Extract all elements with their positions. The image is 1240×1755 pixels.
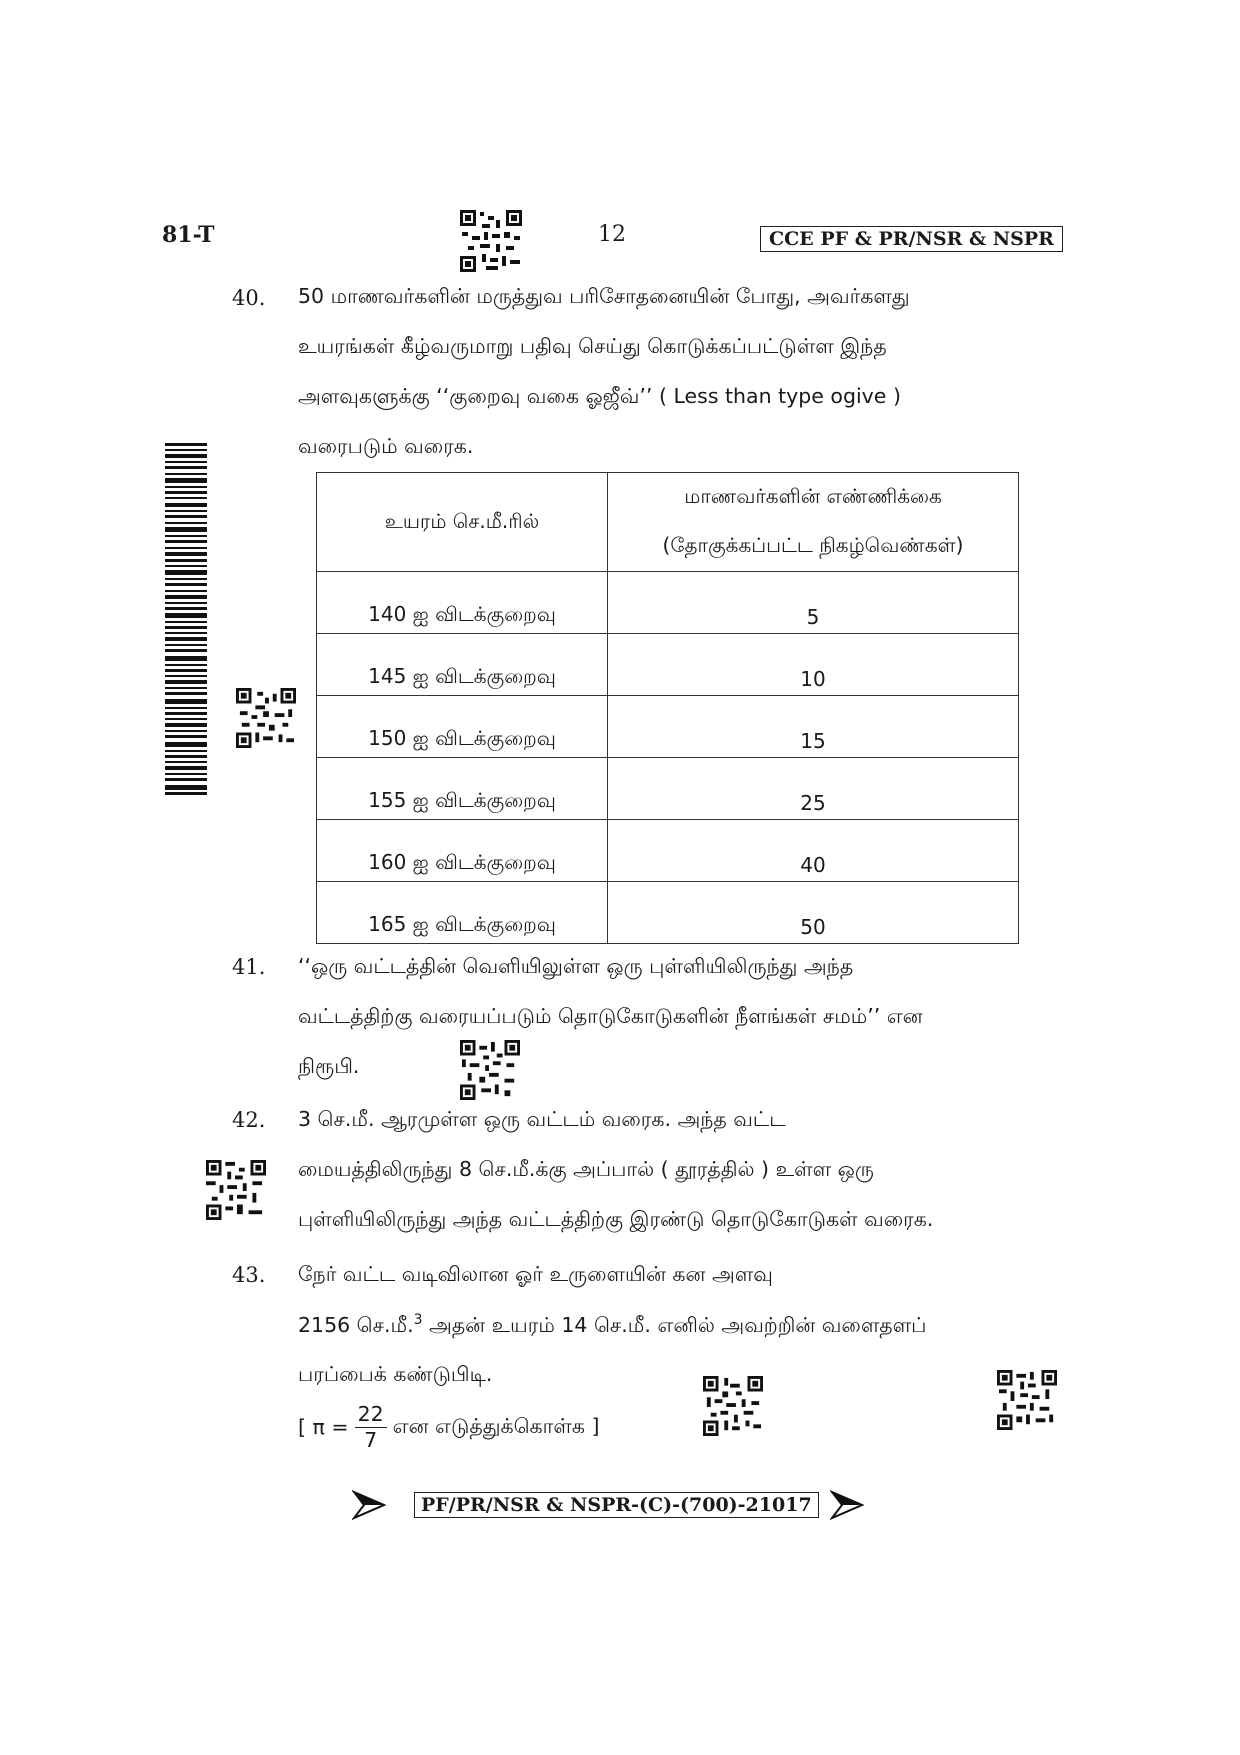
q41-line-3: நிரூபி.	[298, 1054, 360, 1078]
qr-code-icon	[460, 210, 522, 276]
paper-code: 81-T	[162, 222, 215, 248]
barcode-icon	[165, 443, 207, 799]
volume-value: 2156 செ.மீ.	[298, 1312, 414, 1337]
qr-code-icon	[236, 688, 296, 752]
pi-numerator: 22	[355, 1402, 387, 1428]
q43-line-2-rest: அதன் உயரம் 14 செ.மீ. எனில் அவற்றின் வளைதளப்	[422, 1312, 927, 1337]
table-row	[317, 758, 1019, 820]
q40-line-2: உயரங்கள் கீழ்வருமாறு பதிவு செய்து கொடுக்கப்பட்டுள்ள இந்த	[298, 334, 887, 358]
q40-line-1: 50 மாணவர்களின் மருத்துவ பரிசோதனையின் போது, அவர்களது	[298, 284, 910, 308]
table-row	[317, 820, 1019, 882]
q42-line-3: புள்ளியிலிருந்து அந்த வட்டத்திற்கு இரண்டு தொடுகோடுகள் வரைக.	[298, 1207, 934, 1231]
volume-exponent: 3	[413, 1312, 423, 1328]
table-header-height	[317, 473, 608, 572]
q42-line-2: மையத்திலிருந்து 8 செ.மீ.க்கு அப்பால் ( தூரத்தில் ) உள்ள ஒரு	[298, 1157, 874, 1181]
row-count: 10	[608, 634, 1019, 696]
q40-line-3: அளவுகளுக்கு ‘‘குறைவு வகை ஓஜீவ்’’ ( Less than type ogive )	[298, 384, 901, 408]
pi-suffix: என எடுத்துக்கொள்க ]	[392, 1413, 600, 1438]
q43-number: 43.	[232, 1263, 266, 1287]
page-number: 12	[598, 222, 626, 247]
qr-code-icon	[460, 1040, 520, 1104]
row-count: 50	[608, 882, 1019, 944]
table-header-row	[317, 473, 1019, 572]
qr-code-icon	[703, 1376, 763, 1440]
q41-line-1: ‘‘ஒரு வட்டத்தின் வெளியிலுள்ள ஒரு புள்ளியிலிருந்து அந்த	[298, 954, 854, 978]
row-count: 40	[608, 820, 1019, 882]
row-height: 155 ஐ விடக்குறைவு	[317, 758, 608, 820]
row-height: 160 ஐ விடக்குறைவு	[317, 820, 608, 882]
table-row	[317, 634, 1019, 696]
arrow-right-icon	[352, 1490, 386, 1524]
row-count: 5	[608, 572, 1019, 634]
q40-line-4: வரைபடும் வரைக.	[298, 434, 474, 458]
footer-code-box: PF/PR/NSR & NSPR-(C)-(700)-21017	[414, 1492, 819, 1518]
exam-code-box: CCE PF & PR/NSR & NSPR	[760, 226, 1063, 252]
arrow-right-icon	[830, 1490, 864, 1524]
table-row	[317, 572, 1019, 634]
row-height: 150 ஐ விடக்குறைவு	[317, 696, 608, 758]
q41-line-2: வட்டத்திற்கு வரையப்படும் தொடுகோடுகளின் நீளங்கள் சமம்’’ என	[298, 1004, 923, 1028]
header-height-label: உயரம் செ.மீ.ரில்	[384, 508, 540, 533]
qr-code-icon	[206, 1160, 266, 1224]
q41-number: 41.	[232, 955, 266, 979]
row-height: 145 ஐ விடக்குறைவு	[317, 634, 608, 696]
q40-number: 40.	[232, 286, 266, 310]
row-height: 140 ஐ விடக்குறைவு	[317, 572, 608, 634]
q43-line-3: பரப்பைக் கண்டுபிடி.	[298, 1362, 493, 1386]
pi-fraction	[355, 1402, 387, 1452]
pi-denominator: 7	[364, 1427, 378, 1452]
header-count-label: மாணவர்களின் எண்ணிக்கை	[684, 484, 942, 508]
row-height: 165 ஐ விடக்குறைவு	[317, 882, 608, 944]
table-row	[317, 696, 1019, 758]
header-count-sublabel: (தோகுக்கப்பட்ட நிகழ்வெண்கள்)	[662, 533, 964, 557]
row-count: 15	[608, 696, 1019, 758]
q42-line-1: 3 செ.மீ. ஆரமுள்ள ஒரு வட்டம் வரைக. அந்த வட்ட	[298, 1107, 786, 1131]
pi-hint	[298, 1402, 600, 1452]
qr-code-icon	[997, 1370, 1057, 1434]
q42-number: 42.	[232, 1108, 266, 1132]
table-header-count	[608, 473, 1019, 572]
table-row	[317, 882, 1019, 944]
q43-line-1: நேர் வட்ட வடிவிலான ஓர் உருளையின் கன அளவு	[298, 1262, 773, 1286]
q43-line-2	[298, 1312, 926, 1340]
height-frequency-table	[316, 472, 1019, 944]
pi-prefix: [ π =	[298, 1415, 349, 1440]
row-count: 25	[608, 758, 1019, 820]
